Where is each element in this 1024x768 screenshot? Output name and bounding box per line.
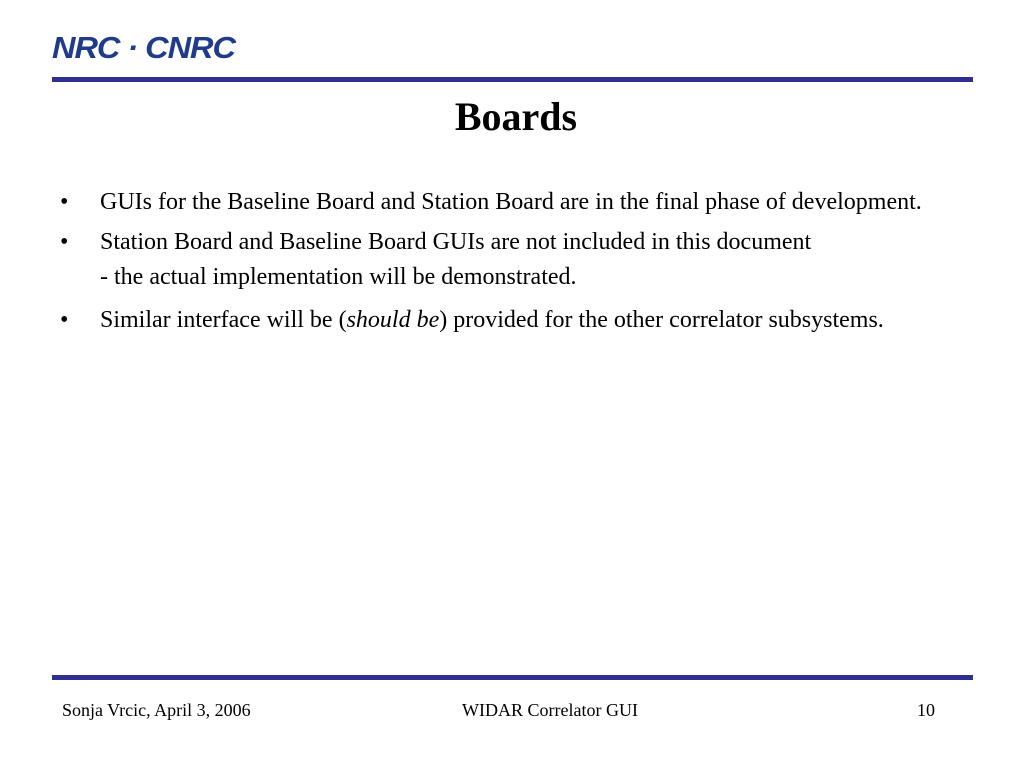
nrc-cnrc-logo [52,30,235,66]
bullet-item [60,185,960,220]
bullet-item [60,225,960,295]
logo-text: NRC · CNRC [52,30,235,65]
header-rule [52,77,973,82]
bullet-item [60,300,960,340]
footer-rule [52,675,973,680]
bullet-text: ) provided for the other correlator subsystems. [439,307,884,333]
bullet-text: GUIs for the Baseline Board and Station Board are in the final phase of development. [100,189,922,215]
bullet-marker: • [60,229,69,255]
slide-title: Boards [454,94,578,139]
bullet-marker: • [60,307,69,333]
bullet-list [60,185,960,345]
bullet-emphasis: should be [346,307,440,333]
bullet-marker: • [60,189,69,215]
bullet-text-line: Station Board and Baseline Board GUIs are not included in this document [100,229,812,255]
footer-page-number: 10 [917,700,935,720]
bullet-text: Similar interface will be ( [100,307,347,333]
footer-presentation-title: WIDAR Correlator GUI [462,700,638,720]
bullet-text-line: - the actual implementation will be demonstrated. [100,264,577,290]
footer-author-date: Sonja Vrcic, April 3, 2006 [62,700,251,720]
